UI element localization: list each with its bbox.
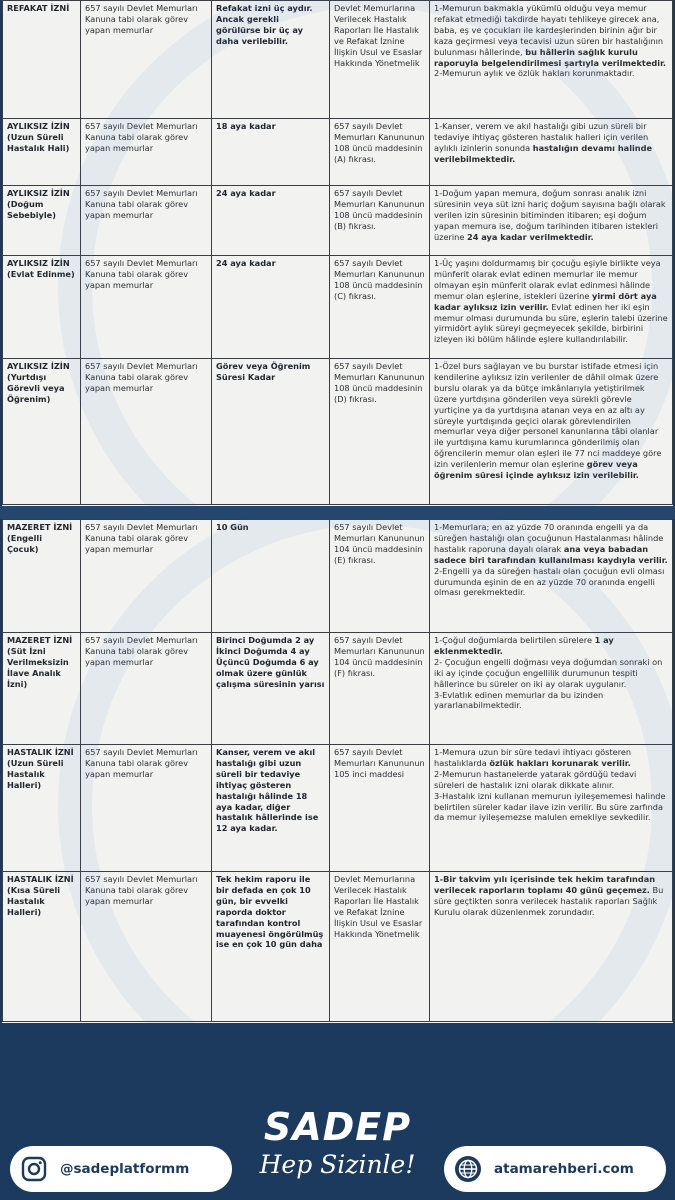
- leave-type: MAZERET İZNİ (Engelli Çocuk): [3, 520, 81, 633]
- leave-type: HASTALIK İZNİ (Uzun Süreli Hastalık Halleri): [3, 745, 81, 872]
- table-row: [3, 872, 673, 1022]
- table-row: [3, 256, 673, 359]
- leave-scope: 657 sayılı Devlet Memurları Kanuna tabi olarak görev yapan memurlar: [81, 633, 212, 745]
- leave-scope: 657 sayılı Devlet Memurları Kanuna tabi olarak görev yapan memurlar: [81, 359, 212, 505]
- leave-law: 657 sayılı Devlet Memurları Kanununun 108 üncü maddesinin (D) fıkrası.: [330, 359, 430, 505]
- leave-duration: 24 aya kadar: [212, 256, 330, 359]
- leave-table-bottom: [2, 519, 673, 1023]
- leave-type: AYLIKSIZ İZİN (Yurtdışı Görevli veya Öğrenim): [3, 359, 81, 505]
- leave-law: 657 sayılı Devlet Memurları Kanununun 105 inci maddesi: [330, 745, 430, 872]
- leave-law: 657 sayılı Devlet Memurları Kanununun 104 üncü maddesinin (F) fıkrası.: [330, 633, 430, 745]
- table-row: [3, 1, 673, 119]
- leave-law: 657 sayılı Devlet Memurları Kanununun 104 üncü maddesinin (E) fıkrası.: [330, 520, 430, 633]
- leave-type: AYLIKSIZ İZİN (Doğum Sebebiyle): [3, 186, 81, 256]
- leave-duration: 24 aya kadar: [212, 186, 330, 256]
- leave-description: 1-Bir takvim yılı içerisinde tek hekim tarafından verilecek raporların toplamı 40 günü geçemez. Bu süre geçtikten sonra verilecek hastalık raporları Sağlık Kurulu olarak düzenlenmek zorundadır.: [430, 872, 673, 1022]
- leave-scope: 657 sayılı Devlet Memurları Kanuna tabi olarak görev yapan memurlar: [81, 1, 212, 119]
- instagram-handle: @sadeplatformm: [60, 1161, 190, 1177]
- leave-type: AYLIKSIZ İZİN (Uzun Süreli Hastalık Hali): [3, 119, 81, 186]
- leave-description: 1-Özel burs sağlayan ve bu burstar istifade etmesi için kendilerine aylıksız izin verilenler de dâhil olmak üzere burslu olarak ya da bütçe imkânlarıyla yetiştirilmek üzere yurtdışına gönderilen veya sürekli görevle yurtiçine ya da yurtdışına atanan veya en az altı ay süreyle yurtdışında geçici olarak görevlendirilen memurlar veya diğer personel kanunlarına tâbi olanlar ile yurtdışına kamu kurumlarınca gönderilmiş olan öğrencilerin memur olan eşleri ile 77 nci maddeye göre izin verilenlerin memur olan eşlerine görev veya öğrenim süresi içinde aylıksız izin verilebilir.: [430, 359, 673, 505]
- leave-scope: 657 sayılı Devlet Memurları Kanuna tabi olarak görev yapan memurlar: [81, 872, 212, 1022]
- leave-description: 1-Çoğul doğumlarda belirtilen sürelere 1 ay eklenmektedir. 2- Çocuğun engelli doğması veya doğumdan sonraki on iki ay içinde çocuğun engellilik durumunun tespiti hâllerince bu süreler on iki ay olarak uygulanır. 3-Evlatlık edinen memurlar da bu izinden yararlanabilmektedir.: [430, 633, 673, 745]
- section-divider: [0, 506, 675, 519]
- leave-description: 1-Kanser, verem ve akıl hastalığı gibi uzun süreli bir tedaviye ihtiyaç gösteren hastalık halleri için verilen aylıklı izinlerin sonunda hastalığın devamı halinde verilebilmektedir.: [430, 119, 673, 186]
- leave-type: REFAKAT İZNİ: [3, 1, 81, 119]
- leave-scope: 657 sayılı Devlet Memurları Kanuna tabi olarak görev yapan memurlar: [81, 186, 212, 256]
- leave-duration: Refakat izni üç aydır. Ancak gerekli görülürse bir üç ay daha verilebilir.: [212, 1, 330, 119]
- leave-scope: 657 sayılı Devlet Memurları Kanuna tabi olarak görev yapan memurlar: [81, 745, 212, 872]
- leave-type: MAZERET İZNİ (Süt İzni Verilmeksizin İlave Analık İzni): [3, 633, 81, 745]
- leave-law: 657 sayılı Devlet Memurları Kanununun 108 üncü maddesinin (B) fıkrası.: [330, 186, 430, 256]
- leave-description: 1-Üç yaşını doldurmamış bir çocuğu eşiyle birlikte veya münferit olarak evlat edinen memurlar ile memur olmayan eşin münferit olarak evlat edinmesi hâlinde memur olan eşlerine, istekleri üzerine yirmi dört aya kadar aylıksız izin verilir. Evlat edinen her iki eşin memur olması durumunda bu süre, eşlerin talebi üzerine yirmidört aylık süreyi geçmeyecek şekilde, birbirini izleyen iki bölüm hâlinde eşlere kullandırılabilir.: [430, 256, 673, 359]
- instagram-icon: [16, 1151, 52, 1187]
- leave-duration: Kanser, verem ve akıl hastalığı gibi uzun süreli bir tedaviye ihtiyaç gösteren hastalığı hâlinde 18 aya kadar, diğer hastalık hâllerinde ise 12 aya kadar.: [212, 745, 330, 872]
- leave-scope: 657 sayılı Devlet Memurları Kanuna tabi olarak görev yapan memurlar: [81, 119, 212, 186]
- leave-law: Devlet Memurlarına Verilecek Hastalık Raporları İle Hastalık ve Refakat İznine İlişkin Usul ve Esaslar Hakkında Yönetmelik: [330, 1, 430, 119]
- leave-description: 1-Doğum yapan memura, doğum sonrası analık izni süresinin veya süt izni hariç doğum sayısına bağlı olarak verilen izin süresinin bitiminden itibaren; eşi doğum yapan memura ise, doğum tarihinden itibaren istekleri üzerine 24 aya kadar verilmektedir.: [430, 186, 673, 256]
- leave-duration: 10 Gün: [212, 520, 330, 633]
- leave-duration: Birinci Doğumda 2 ay İkinci Doğumda 4 ay Üçüncü Doğumda 6 ay olmak üzere günlük çalışma süresinin yarısı: [212, 633, 330, 745]
- website-link[interactable]: [444, 1146, 666, 1192]
- leave-description: 1-Memurlara; en az yüzde 70 oranında engelli ya da süreğen hastalığı olan çocuğunun Hastalanması hâlinde hastalık raporuna dayalı olarak ana veya babadan sadece biri tarafından kullanılması kaydıyla verilir. 2-Engelli ya da süreğen hastalı olan çocuğun evli olması durumunda eşinin de en az yüzde 70 oranında engelli olması gerekmektedir.: [430, 520, 673, 633]
- brand-slogan: Hep Sizinle!: [259, 1150, 416, 1179]
- table-row: [3, 359, 673, 505]
- leave-scope: 657 sayılı Devlet Memurları Kanuna tabi olarak görev yapan memurlar: [81, 520, 212, 633]
- table-row: [3, 119, 673, 186]
- brand-logo-text: SADEP: [263, 1105, 412, 1149]
- leave-law: 657 sayılı Devlet Memurları Kanununun 108 üncü maddesinin (A) fıkrası.: [330, 119, 430, 186]
- table-row: [3, 520, 673, 633]
- table-row: [3, 633, 673, 745]
- leave-duration: Tek hekim raporu ile bir defada en çok 10 gün, bir evvelki raporda doktor tarafından kontrol muayenesi öngörülmüş ise en çok 10 gün daha: [212, 872, 330, 1022]
- leave-type: AYLIKSIZ İZİN (Evlat Edinme): [3, 256, 81, 359]
- leave-table: [2, 0, 673, 505]
- leave-description: 1-Memura uzun bir süre tedavi ihtiyacı gösteren hastalıklarda özlük hakları korunarak verilir. 2-Memurun hastanelerde yatarak gördüğü tedavi süreleri de hastalık izni olarak dikkate alınır. 3-Hastalık izni kullanan memurun iyileşememesi halinde belirtilen süreler kadar ilave izin verilir. Bu süre zarfında da memur iyileşemezse malulen emekliye sevkedilir.: [430, 745, 673, 872]
- leave-law: 657 sayılı Devlet Memurları Kanununun 108 üncü maddesinin (C) fıkrası.: [330, 256, 430, 359]
- table-row: [3, 186, 673, 256]
- instagram-link[interactable]: [10, 1146, 232, 1192]
- leave-law: Devlet Memurlarına Verilecek Hastalık Raporları İle Hastalık ve Refakat İznine İlişkin Usul ve Esaslar Hakkında Yönetmelik: [330, 872, 430, 1022]
- globe-icon: [450, 1151, 486, 1187]
- leave-table-top: [2, 0, 673, 506]
- leave-table: [2, 519, 673, 1022]
- leave-description: 1-Memurun bakmakla yükümlü olduğu veya memur refakat etmediği takdirde hayatı tehlikeye girecek ana, baba, eş ve çocukları ile kardeşlerinden birinin ağır bir kaza geçirmesi veya tecavisi uzun süren bir hastalığının bulunması hâllerinde, bu hâllerin sağlık kurulu raporuyla belgelendirilmesi şartıyla verilmektedir. 2-Memurun aylık ve özlük hakları korunmaktadır.: [430, 1, 673, 119]
- table-row: [3, 745, 673, 872]
- website-url: atamarehberi.com: [494, 1161, 634, 1177]
- leave-type: HASTALIK İZNİ (Kısa Süreli Hastalık Halleri): [3, 872, 81, 1022]
- leave-scope: 657 sayılı Devlet Memurları Kanuna tabi olarak görev yapan memurlar: [81, 256, 212, 359]
- leave-duration: 18 aya kadar: [212, 119, 330, 186]
- leave-duration: Görev veya Öğrenim Süresi Kadar: [212, 359, 330, 505]
